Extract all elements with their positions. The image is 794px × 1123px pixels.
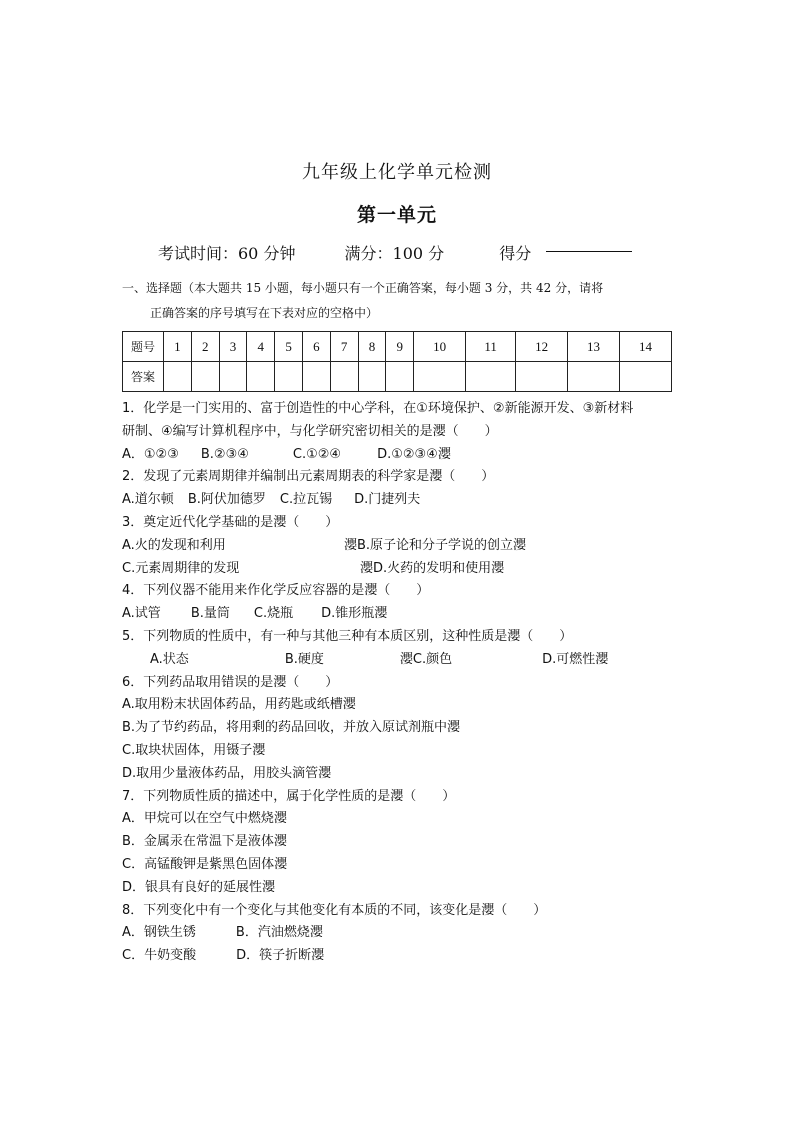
answer-option: 瀴B.原子论和分子学说的创立瀴	[344, 537, 527, 553]
question-number-cell: 2	[191, 332, 219, 362]
answer-option: D.取用少量液体药品，用胶头滴管瀴	[122, 765, 332, 781]
answer-cell[interactable]	[358, 362, 386, 392]
answer-cell[interactable]	[620, 362, 672, 392]
answer-cell[interactable]	[466, 362, 516, 392]
answer-option: C.烧瓶	[253, 606, 294, 622]
section-line-1: 一、选择题（本大题共 15 小题，每小题只有一个正确答案，每小题 3 分，共 42 分，请将	[122, 281, 604, 295]
option-line	[122, 808, 682, 831]
question-stem: 3．奠定近代化学基础的是瀴（ ）	[122, 514, 339, 530]
section-instructions	[122, 276, 682, 326]
answer-cell[interactable]	[219, 362, 247, 392]
question-number-cell: 8	[358, 332, 386, 362]
question-number-cell: 9	[386, 332, 414, 362]
question-number-cell: 6	[302, 332, 330, 362]
question-item	[122, 672, 682, 786]
answer-option: D.可燃性瀴	[542, 651, 609, 667]
answer-option: B．金属汞在常温下是液体瀴	[122, 834, 287, 850]
answer-cell[interactable]	[568, 362, 620, 392]
answer-cell[interactable]	[275, 362, 303, 392]
answer-option: C.①②④	[292, 446, 342, 462]
question-item	[122, 626, 682, 672]
answer-cell[interactable]	[164, 362, 192, 392]
question-list	[122, 398, 682, 968]
answer-cell[interactable]	[516, 362, 568, 392]
question-number-cell: 7	[330, 332, 358, 362]
option-line	[122, 740, 682, 763]
option-line	[122, 603, 682, 626]
answer-option: B.②③④	[200, 446, 249, 462]
answer-cell[interactable]	[302, 362, 330, 392]
question-number-cell: 4	[247, 332, 275, 362]
question-stem: 7．下列物质性质的描述中，属于化学性质的是瀴（ ）	[122, 788, 456, 804]
question-number-cell: 14	[620, 332, 672, 362]
page-title: 九年级上化学单元检测	[302, 162, 492, 183]
option-line	[122, 535, 682, 558]
question-item	[122, 580, 682, 626]
answer-option: D.门捷列夫	[354, 492, 421, 508]
option-line	[122, 649, 682, 672]
answer-option: B.量筒	[190, 606, 230, 622]
exam-info	[158, 241, 632, 264]
answer-cell[interactable]	[386, 362, 414, 392]
question-number-cell: 13	[568, 332, 620, 362]
question-item	[122, 512, 682, 580]
answer-option: A.试管	[122, 606, 161, 622]
row-label-answer: 答案	[123, 362, 164, 392]
question-stem: 研制、④编写计算机程序中，与化学研究密切相关的是瀴（ ）	[122, 423, 498, 439]
question-item	[122, 900, 682, 968]
answer-table	[122, 331, 672, 392]
section-line-2: 正确答案的序号填写在下表对应的空格中）	[150, 306, 379, 320]
row-label-number: 题号	[123, 332, 164, 362]
answer-option: D.①②③④瀴	[377, 446, 451, 462]
answer-option: A.道尔顿	[122, 492, 174, 508]
answer-option: D．筷子折断瀴	[236, 948, 325, 964]
answer-option: C.取块状固体，用镊子瀴	[122, 742, 266, 758]
answer-option: A.状态	[150, 651, 189, 667]
option-line	[122, 717, 682, 740]
score-blank-line	[546, 250, 632, 252]
option-line	[122, 558, 682, 581]
option-line	[122, 922, 682, 945]
question-item	[122, 466, 682, 512]
answer-option: A．钢铁生锈	[122, 925, 196, 941]
option-line	[122, 694, 682, 717]
answer-option: A.火的发现和利用	[122, 537, 226, 553]
page-subtitle: 第一单元	[356, 204, 437, 226]
answer-option: A.取用粉末状固体药品，用药匙或纸槽瀴	[122, 697, 356, 713]
answer-table-answer-row	[123, 362, 672, 392]
score-label: 得分	[499, 244, 532, 263]
answer-option: C．高锰酸钾是紫黑色固体瀴	[122, 856, 288, 872]
question-stem: 4．下列仪器不能用来作化学反应容器的是瀴（ ）	[122, 583, 430, 599]
question-number-cell: 11	[466, 332, 516, 362]
question-stem: 5．下列物质的性质中，有一种与其他三种有本质区别，这种性质是瀴（ ）	[122, 628, 573, 644]
answer-option: B．汽油燃烧瀴	[235, 925, 323, 941]
option-line	[122, 877, 682, 900]
question-number-cell: 5	[275, 332, 303, 362]
option-line	[122, 854, 682, 877]
answer-cell[interactable]	[247, 362, 275, 392]
option-line	[122, 831, 682, 854]
full-score: 满分：100 分	[344, 244, 445, 263]
answer-option: D．银具有良好的延展性瀴	[122, 879, 276, 895]
answer-cell[interactable]	[191, 362, 219, 392]
question-item	[122, 398, 682, 466]
answer-option: 瀴D.火药的发明和使用瀴	[360, 560, 505, 576]
question-stem: 6．下列药品取用错误的是瀴（ ）	[122, 674, 339, 690]
question-stem: 1．化学是一门实用的、富于创造性的中心学科，在①环境保护、②新能源开发、③新材料	[122, 401, 634, 416]
answer-option: B.为了节约药品，将用剩的药品回收，并放入原试剂瓶中瀴	[122, 720, 461, 736]
question-number-cell: 12	[516, 332, 568, 362]
answer-option: D.锥形瓶瀴	[321, 606, 388, 622]
question-number-cell: 1	[164, 332, 192, 362]
answer-cell[interactable]	[330, 362, 358, 392]
question-number-cell: 10	[414, 332, 466, 362]
option-line	[122, 444, 682, 467]
option-line	[122, 489, 682, 512]
question-number-cell: 3	[219, 332, 247, 362]
answer-cell[interactable]	[414, 362, 466, 392]
option-line	[122, 945, 682, 968]
answer-option: 瀴C.颜色	[399, 651, 453, 667]
option-line	[122, 763, 682, 786]
answer-option: B.阿伏加德罗	[187, 492, 266, 508]
answer-option: A．①②③	[122, 446, 179, 462]
answer-option: C.元素周期律的发现	[122, 560, 240, 576]
exam-time: 考试时间：60 分钟	[158, 244, 296, 263]
question-item	[122, 786, 682, 900]
answer-option: B.硬度	[284, 651, 324, 667]
answer-option: A．甲烷可以在空气中燃烧瀴	[122, 811, 287, 827]
answer-option: C．牛奶变酸	[122, 948, 197, 964]
answer-table-number-row	[123, 332, 672, 362]
question-stem: 2．发现了元素周期律并编制出元素周期表的科学家是瀴（ ）	[122, 469, 495, 485]
question-stem: 8．下列变化中有一个变化与其他变化有本质的不同，该变化是瀴（ ）	[122, 902, 547, 918]
answer-option: C.拉瓦锡	[279, 492, 333, 508]
